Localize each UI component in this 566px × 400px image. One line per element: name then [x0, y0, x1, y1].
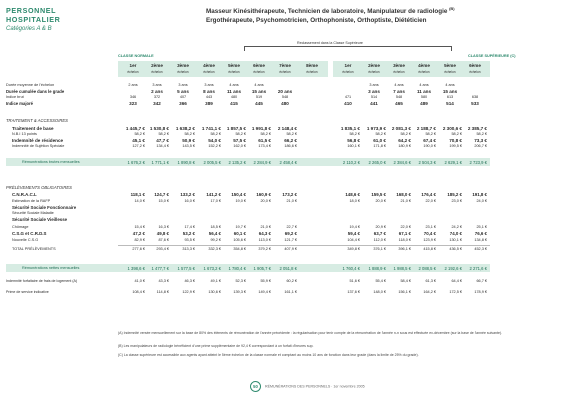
extra-cell: 46,3 € — [184, 279, 195, 283]
info-cell: 323 — [129, 101, 137, 106]
info-cell: 465 — [395, 101, 403, 106]
traitement-cell: 66,2 € — [284, 138, 297, 143]
info-cell: 519 — [255, 95, 263, 99]
prelevement-cell: 148,6 € — [345, 192, 360, 197]
extra-cell: 149,4 € — [258, 290, 271, 294]
info-cell: 514 — [446, 101, 454, 106]
prelevement-cell: 70,4 € — [423, 231, 436, 236]
traitement-cell: 56,8 € — [347, 138, 360, 143]
info-cell: 514 — [370, 95, 378, 99]
prelevement-row-label: Chômage — [12, 225, 29, 229]
prelevement-cell: 24,2 € — [451, 225, 462, 229]
prelevement-cell: 93,5 € — [184, 238, 195, 242]
info-row-label: Durée cumulée dans le grade — [6, 89, 65, 94]
traitement-cell: 64,2 € — [398, 138, 411, 143]
echelon-sub: échelon — [151, 70, 163, 74]
prelevement-cell: 332,3 € — [208, 247, 221, 251]
info-cell: 480 — [281, 101, 289, 106]
extra-cell: 122,9 € — [182, 290, 195, 294]
total-brut-cell: 2 284,9 € — [253, 160, 271, 165]
traitement-cell: 162,0 € — [233, 144, 246, 148]
traitement-cell: 2 148,4 € — [277, 126, 297, 131]
echelon-sub: échelon — [444, 70, 456, 74]
total-brut-cell: 2 629,1 € — [444, 160, 462, 165]
extra-cell: 178,9 € — [474, 290, 487, 294]
prelevement-cell: 82,9 € — [134, 238, 145, 242]
total-brut-cell: 1 676,2 € — [127, 160, 145, 165]
heading-line-2: Ergothérapeute, Psychomotricien, Orthophoniste, Orthoptiste, Diététicien — [206, 16, 427, 24]
traitement-cell: 152,2 € — [208, 144, 221, 148]
traitement-cell: 180,9 € — [398, 144, 411, 148]
info-cell: 443 — [205, 95, 213, 99]
echelon-number: 2ème — [151, 63, 163, 68]
traitement-cell: 58,2 € — [235, 132, 246, 136]
total-net-cell: 1 780,4 € — [228, 266, 246, 271]
prelevement-cell: 24,0 € — [476, 199, 487, 203]
traitement-cell: 1 445,7 € — [125, 126, 145, 131]
prelevement-cell: 15,4 € — [134, 225, 145, 229]
prelevement-cell: 47,2 € — [132, 231, 145, 236]
prelevement-cell: 130,1 € — [449, 238, 462, 242]
info-cell: 3 ans — [368, 89, 380, 94]
traitement-cell: 58,2 € — [158, 132, 169, 136]
traitement-cell: 2 081,3 € — [391, 126, 411, 131]
prelevement-cell: 191,8 € — [472, 192, 487, 197]
info-cell: 8 ans — [203, 89, 215, 94]
prelevement-cell: 21,0 € — [260, 225, 271, 229]
total-brut-cell: 2 265,0 € — [368, 160, 386, 165]
class-normale-label: CLASSE NORMALE — [118, 54, 154, 58]
traitement-cell: 58,2 € — [260, 132, 271, 136]
total-net-cell: 1 905,7 € — [253, 266, 271, 271]
total-brut-cell: 2 110,2 € — [342, 160, 360, 165]
prelevement-cell: 118,1 € — [130, 192, 145, 197]
prelevement-cell: 53,2 € — [182, 231, 195, 236]
prelevement-cell: 20,9 € — [375, 225, 386, 229]
prelevement-cell: 19,0 € — [235, 199, 246, 203]
prelevement-cell: 133,2 € — [180, 192, 195, 197]
header-left — [6, 6, 110, 32]
prelevement-cell: 19,4 € — [349, 225, 360, 229]
prelevement-cell: 18,5 € — [210, 225, 221, 229]
extra-cell: 108,4 € — [132, 290, 145, 294]
prelevement-cell: 15,0 € — [158, 199, 169, 203]
traitement-cell: 45,1 € — [132, 138, 145, 143]
prelevement-cell: 74,0 € — [449, 231, 462, 236]
extra-cell: 58,4 € — [400, 279, 411, 283]
traitement-cell: 70,8 € — [449, 138, 462, 143]
prelevement-cell: 150,4 € — [231, 192, 246, 197]
prelevement-cell: 60,1 € — [233, 231, 246, 236]
info-cell: 15 ans — [251, 89, 267, 94]
traitement-cell: 50,9 € — [182, 138, 195, 143]
extra-cell: 114,8 € — [156, 290, 169, 294]
info-cell: 342 — [153, 101, 161, 106]
echelon-sub: échelon — [279, 70, 291, 74]
extra-cell: 161,1 € — [284, 290, 297, 294]
extra-row-label: Indemnité forfaitaire de frais de logement (A) — [6, 279, 78, 283]
total-net-cell: 1 888,9 € — [368, 266, 386, 271]
info-cell: 638 — [471, 95, 479, 99]
echelon-number: 1er — [344, 63, 352, 68]
prelevement-cell: 22,7 € — [286, 225, 297, 229]
traitement-cell: 67,4 € — [423, 138, 436, 143]
extra-cell: 41,0 € — [134, 279, 145, 283]
info-row-label: Indice majoré — [6, 101, 33, 106]
info-cell: 366 — [179, 101, 187, 106]
echelon-number: 8ème — [306, 63, 318, 68]
prelevement-cell: 396,1 € — [398, 247, 411, 251]
note-b: (B) Les manipulateurs de radiologie bénéficient d'une prime supplémentaire de 92,4 € correspondant à un forfait d'heures sup. — [118, 344, 314, 348]
info-cell: 4 ans — [419, 83, 429, 87]
extra-cell: 172,5 € — [449, 290, 462, 294]
echelon-number: 5ème — [444, 63, 456, 68]
info-cell: 3 ans — [369, 83, 379, 87]
info-cell: 346 — [129, 95, 137, 99]
heading-note-mark: (B) — [449, 6, 455, 11]
traitement-cell: 61,0 € — [373, 138, 386, 143]
total-net-cell: 2 271,6 € — [469, 266, 487, 271]
info-cell: 389 — [205, 101, 213, 106]
prelevement-cell: 64,3 € — [258, 231, 271, 236]
echelon-sub: échelon — [418, 70, 430, 74]
prelevement-cell: 436,5 € — [449, 247, 462, 251]
total-net-cell: 1 760,4 € — [342, 266, 360, 271]
prelevement-cell: 313,3 € — [182, 247, 195, 251]
traitement-row-label: Indemnité de résidence — [12, 138, 64, 143]
prelevement-cell: 293,4 € — [156, 247, 169, 251]
prelevement-row-label: C.S.G et C.R.D.S — [12, 231, 47, 236]
info-cell: 4 ans — [394, 83, 404, 87]
prelevement-cell: 20,0 € — [375, 199, 386, 203]
info-cell: 372 — [153, 95, 161, 99]
prelevement-cell: 452,3 € — [474, 247, 487, 251]
prelevement-cell: 185,2 € — [447, 192, 462, 197]
traitement-cell: 61,5 € — [258, 138, 271, 143]
info-cell: 3 ans — [178, 83, 188, 87]
total-brut-label: Rémunérations brutes mensuelles — [22, 160, 80, 164]
echelon-sub: échelon — [342, 70, 354, 74]
info-cell: 4 ans — [254, 83, 264, 87]
prelevement-cell: 87,6 € — [158, 238, 169, 242]
prelevement-cell: 20,0 € — [260, 199, 271, 203]
echelon-sub: échelon — [177, 70, 189, 74]
traitement-cell: 57,5 € — [233, 138, 246, 143]
prelevement-cell: 99,2 € — [210, 238, 221, 242]
prelevement-cell: 16,0 € — [184, 199, 195, 203]
prelevement-cell: 69,2 € — [284, 231, 297, 236]
info-row-label: Indice brut — [6, 95, 24, 99]
heading-line-1: Masseur Kinésithérapeute, Technicien de laboratoire, Manipulateur de radiologie — [206, 8, 448, 16]
info-cell: 548 — [281, 95, 289, 99]
info-cell: 7 ans — [393, 89, 405, 94]
echelon-number: 4ème — [203, 63, 215, 68]
extra-cell: 60,2 € — [286, 279, 297, 283]
prelevement-cell: 19,7 € — [235, 225, 246, 229]
info-cell: 410 — [344, 101, 352, 106]
prelevement-cell: 23,0 € — [451, 199, 462, 203]
traitement-cell: 127,2 € — [132, 144, 145, 148]
prelevement-cell: 415,8 € — [423, 247, 436, 251]
info-cell: 5 ans — [177, 89, 189, 94]
total-net-cell: 2 051,8 € — [279, 266, 297, 271]
traitement-cell: 58,2 € — [134, 132, 145, 136]
prelevement-cell: 349,8 € — [347, 247, 360, 251]
prelevement-cell: 105,6 € — [233, 238, 246, 242]
prelevement-cell: 63,7 € — [373, 231, 386, 236]
prelevement-cell: 104,4 € — [347, 238, 360, 242]
extra-cell: 61,3 € — [425, 279, 436, 283]
traitement-cell: 1 530,8 € — [149, 126, 169, 131]
prelevement-row-label: Sécurité Sociale Maladie — [12, 211, 54, 215]
traitement-cell: 58,2 € — [400, 132, 411, 136]
note-c: (C) La classe supérieure est accessible aux agents ayant atteint le 5ème échelon de la classe normale et comptant au moins 10 ans de fonction dans leur grade (dans la limite de 25% du grade). — [118, 353, 419, 357]
info-cell: 471 — [344, 95, 352, 99]
echelon-sub: échelon — [306, 70, 318, 74]
total-net-cell: 1 577,5 € — [177, 266, 195, 271]
traitement-cell: 1 857,5 € — [226, 126, 246, 131]
echelon-number: 6ème — [253, 63, 265, 68]
prelevement-cell: 16,3 € — [158, 225, 169, 229]
traitement-cell: 171,8 € — [373, 144, 386, 148]
prelevement-cell: 21,0 € — [286, 199, 297, 203]
prelevement-cell: 49,8 € — [156, 231, 169, 236]
traitement-cell: 47,7 € — [156, 138, 169, 143]
echelon-number: 3ème — [177, 63, 189, 68]
traitement-cell: 58,2 € — [349, 132, 360, 136]
prelevement-row-label: Nouvelle C.S.G — [12, 238, 39, 242]
prelevement-cell: 141,2 € — [206, 192, 221, 197]
prelevement-cell: 56,4 € — [208, 231, 221, 236]
traitement-cell: 134,4 € — [156, 144, 169, 148]
prelevement-row-label: C.N.R.A.C.L — [12, 192, 37, 197]
traitement-cell: 1 638,2 € — [175, 126, 195, 131]
page-subtitle: Catégories A & B — [6, 26, 52, 32]
page-title: PERSONNEL HOSPITALIER — [6, 6, 61, 24]
total-brut-cell: 2 458,4 € — [279, 160, 297, 165]
prelevement-cell: 376,1 € — [373, 247, 386, 251]
total-net-label: Rémunérations nettes mensuelles — [22, 266, 80, 270]
echelon-sub: échelon — [127, 70, 139, 74]
echelon-number: 3ème — [393, 63, 405, 68]
total-brut-cell: 2 005,5 € — [203, 160, 221, 165]
echelon-sub: échelon — [393, 70, 405, 74]
prelevement-cell: 123,9 € — [423, 238, 436, 242]
total-net-cell: 2 088,5 € — [418, 266, 436, 271]
info-cell: 4 ans — [445, 83, 455, 87]
traitement-cell: 54,0 € — [208, 138, 221, 143]
prelevement-cell: 23,1 € — [425, 225, 436, 229]
traitement-cell: 2 385,7 € — [467, 126, 487, 131]
info-cell: 415 — [230, 101, 238, 106]
prelevement-cell: 59,4 € — [347, 231, 360, 236]
prelevement-cell: 17,4 € — [184, 225, 195, 229]
traitement-cell: 73,3 € — [474, 138, 487, 143]
info-cell: 2 ans — [128, 83, 138, 87]
info-cell: 548 — [395, 95, 403, 99]
extra-cell: 139,3 € — [233, 290, 246, 294]
echelon-sub: échelon — [203, 70, 215, 74]
reclassement-bracket — [244, 46, 452, 51]
traitement-cell: 58,2 € — [476, 132, 487, 136]
page-footer — [250, 381, 365, 392]
extra-cell: 55,4 € — [375, 279, 386, 283]
traitement-cell: 143,5 € — [182, 144, 195, 148]
prelevement-cell: 121,7 € — [284, 238, 297, 242]
info-cell: 407 — [179, 95, 187, 99]
prelevement-cell: 17,0 € — [210, 199, 221, 203]
total-net-cell: 1 673,2 € — [203, 266, 221, 271]
traitement-cell: 58,2 € — [451, 132, 462, 136]
prelevement-cell: 67,1 € — [398, 231, 411, 236]
traitement-cell: 1 973,9 € — [366, 126, 386, 131]
prelevement-cell: 159,5 € — [371, 192, 386, 197]
prelevement-cell: 112,0 € — [373, 238, 386, 242]
echelon-sub: échelon — [253, 70, 265, 74]
traitement-cell: 2 300,6 € — [442, 126, 462, 131]
extra-cell: 137,6 € — [347, 290, 360, 294]
info-cell: 441 — [370, 101, 378, 106]
extra-cell: 66,7 € — [476, 279, 487, 283]
prelevement-cell: 25,1 € — [476, 225, 487, 229]
traitement-cell: 58,2 € — [210, 132, 221, 136]
prelevement-cell: 173,2 € — [282, 192, 297, 197]
section-traitement-label: TRAITEMENT & ACCESSOIRES — [6, 118, 68, 123]
total-net-cell: 1 988,5 € — [393, 266, 411, 271]
prelevement-cell: 176,4 € — [421, 192, 436, 197]
traitement-cell: 199,5 € — [449, 144, 462, 148]
extra-cell: 52,3 € — [235, 279, 246, 283]
extra-cell: 164,2 € — [423, 290, 436, 294]
traitement-cell: 160,1 € — [347, 144, 360, 148]
echelon-sub: échelon — [228, 70, 240, 74]
traitement-cell: 58,2 € — [184, 132, 195, 136]
total-brut-cell: 1 890,8 € — [177, 160, 195, 165]
extra-cell: 130,6 € — [208, 290, 221, 294]
info-row-label: Durée moyenne de l'échelon — [6, 83, 55, 87]
page-number: 50 — [250, 381, 261, 392]
prelevement-cell: 354,8 € — [233, 247, 246, 251]
total-brut-cell: 2 504,3 € — [418, 160, 436, 165]
traitement-row-label: Traitement de base — [12, 126, 54, 131]
echelon-number: 2ème — [368, 63, 380, 68]
info-cell: 580 — [420, 95, 428, 99]
prelevement-cell: 160,9 € — [256, 192, 271, 197]
prelevement-row-label: Estimation de la RAFP — [12, 199, 51, 203]
info-cell: 3 ans — [204, 83, 214, 87]
info-cell: 480 — [230, 95, 238, 99]
extra-cell: 51,6 € — [349, 279, 360, 283]
prelevement-cell: 18,0 € — [349, 199, 360, 203]
prelevement-cell: 76,6 € — [474, 231, 487, 236]
reclassement-label: Reclassement dans la Classe Supérieure — [297, 41, 363, 45]
note-a: (A) Indemnité versée mensuellement sur la base de 80% des éléments de rémunération de l'année précédente : la régularisation pour tenir compte de la rémunération de l'année n-n sous est effectuée ex-décembre (sur la base de l'année suivante). — [118, 331, 503, 335]
prelevement-row-label: Sécurité Sociale Vieillesse — [12, 217, 68, 222]
info-cell: 15 ans — [442, 89, 458, 94]
info-cell: 2 ans — [151, 89, 163, 94]
prelevement-row-label: TOTAL PRÉLÈVEMENTS — [12, 247, 56, 251]
prelevement-cell: 277,6 € — [132, 247, 145, 251]
echelon-number: 6ème — [469, 63, 481, 68]
echelon-number: 7ème — [279, 63, 291, 68]
extra-cell: 156,1 € — [398, 290, 411, 294]
prelevement-cell: 21,0 € — [400, 199, 411, 203]
traitement-cell: 1 835,1 € — [340, 126, 360, 131]
extra-cell: 64,4 € — [451, 279, 462, 283]
info-cell: 3 ans — [152, 83, 162, 87]
echelon-number: 1er — [129, 63, 137, 68]
echelon-sub: échelon — [368, 70, 380, 74]
prelevement-cell: 379,2 € — [258, 247, 271, 251]
traitement-cell: 190,0 € — [423, 144, 436, 148]
traitement-cell: 173,4 € — [258, 144, 271, 148]
prelevement-cell: 168,0 € — [396, 192, 411, 197]
traitement-cell: 186,6 € — [284, 144, 297, 148]
echelon-number: 5ème — [228, 63, 240, 68]
prelevement-cell: 113,0 € — [258, 238, 271, 242]
prelevement-cell: 134,8 € — [474, 238, 487, 242]
traitement-cell: 2 188,7 € — [416, 126, 436, 131]
class-superieure-label: CLASSE SUPÉRIEURE (C) — [468, 54, 516, 58]
traitement-cell: 206,7 € — [474, 144, 487, 148]
echelon-number: 4ème — [418, 63, 430, 68]
traitement-row-label: N.B.I 13 points — [12, 132, 37, 136]
prelevement-cell: 22,0 € — [400, 225, 411, 229]
info-cell: 613 — [446, 95, 454, 99]
info-cell: 11 ans — [416, 89, 432, 94]
extra-cell: 148,0 € — [373, 290, 386, 294]
table-heading — [206, 6, 556, 25]
total-prelevements-rule — [118, 245, 490, 246]
prelevement-row-label: Sécurité Sociale Fonctionnaire — [12, 205, 77, 210]
extra-cell: 43,3 € — [158, 279, 169, 283]
info-cell: 445 — [255, 101, 263, 106]
traitement-cell: 58,2 € — [425, 132, 436, 136]
traitement-cell: 1 741,1 € — [201, 126, 221, 131]
prelevement-cell: 407,9 € — [284, 247, 297, 251]
section-prelevements-label: PRÉLÈVEMENTS OBLIGATOIRES — [6, 185, 72, 190]
info-cell: 533 — [471, 101, 479, 106]
total-brut-cell: 2 723,9 € — [469, 160, 487, 165]
traitement-cell: 58,2 € — [375, 132, 386, 136]
info-cell: 20 ans — [277, 89, 293, 94]
info-cell: 489 — [420, 101, 428, 106]
total-brut-cell: 2 135,2 € — [228, 160, 246, 165]
traitement-cell: 1 991,8 € — [251, 126, 271, 131]
prelevement-cell: 124,7 € — [154, 192, 169, 197]
traitement-row-label: Indemnité de Sujétion Spéciale — [12, 144, 65, 148]
echelon-sub: échelon — [469, 70, 481, 74]
extra-cell: 49,1 € — [210, 279, 221, 283]
prelevement-cell: 118,0 € — [398, 238, 411, 242]
info-cell: 4 ans — [229, 83, 239, 87]
prelevement-cell: 22,0 € — [425, 199, 436, 203]
total-brut-cell: 1 771,1 € — [151, 160, 169, 165]
prelevement-cell: 14,0 € — [134, 199, 145, 203]
total-net-cell: 1 398,6 € — [127, 266, 145, 271]
extra-row-label: Prime de service indicative — [6, 290, 49, 294]
total-net-cell: 1 477,7 € — [151, 266, 169, 271]
traitement-cell: 58,2 € — [286, 132, 297, 136]
total-net-cell: 2 192,6 € — [444, 266, 462, 271]
info-cell: 11 ans — [226, 89, 242, 94]
total-brut-cell: 2 384,6 € — [393, 160, 411, 165]
extra-cell: 55,9 € — [260, 279, 271, 283]
footer-text: RÉMUNÉRATIONS DES PERSONNELS · 1er novembre 2005 — [265, 384, 365, 389]
